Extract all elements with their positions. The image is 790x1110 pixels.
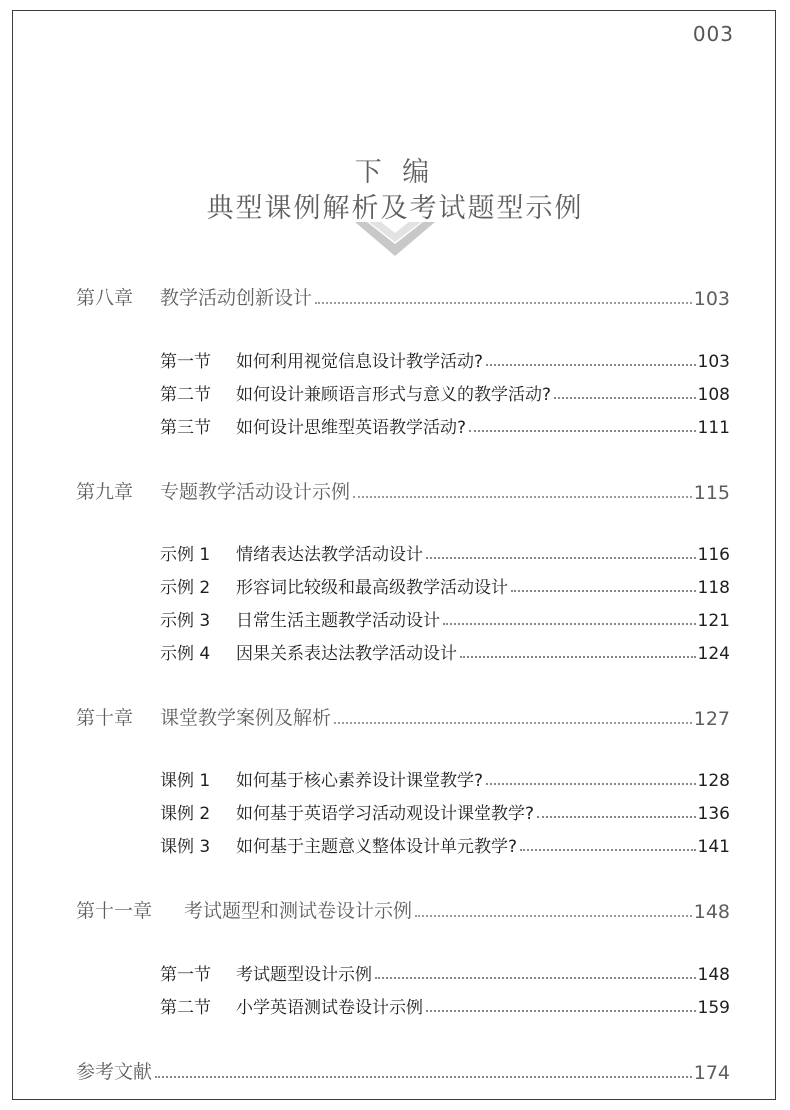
- dot-leader: [315, 301, 692, 304]
- toc-chapter-8[interactable]: [76, 283, 730, 310]
- toc-section[interactable]: [160, 606, 730, 631]
- toc-chapter-11[interactable]: [76, 896, 730, 923]
- toc-section[interactable]: [160, 766, 730, 791]
- dot-leader: [520, 848, 696, 851]
- references-page: 174: [693, 1062, 730, 1084]
- dot-leader: [443, 622, 696, 625]
- section-title: 如何设计思维型英语教学活动?: [236, 418, 467, 438]
- chevron-down-icon: [355, 222, 435, 258]
- section-title: 形容词比较级和最高级教学活动设计: [236, 578, 508, 598]
- toc-section[interactable]: [160, 573, 730, 598]
- references-title: 参考文献: [76, 1061, 153, 1083]
- section-label: 课例 3: [160, 837, 211, 857]
- section-title: 情绪表达法教学活动设计: [236, 545, 423, 565]
- dot-leader: [155, 1075, 692, 1078]
- dot-leader: [415, 914, 692, 917]
- chapter-page: 148: [693, 901, 730, 923]
- part-title: 下 编: [354, 157, 436, 188]
- section-page: 118: [697, 578, 730, 598]
- chapter-title: 考试题型和测试卷设计示例: [184, 900, 413, 922]
- section-page: 121: [697, 611, 730, 631]
- section-page: 148: [697, 965, 730, 985]
- section-label: 第二节: [160, 385, 211, 405]
- section-title: 如何基于主题意义整体设计单元教学?: [236, 837, 518, 857]
- dot-leader: [353, 495, 692, 498]
- section-label: 第三节: [160, 418, 211, 438]
- dot-leader: [460, 655, 696, 658]
- toc-section[interactable]: [160, 832, 730, 857]
- chapter-page: 103: [693, 288, 730, 310]
- dot-leader: [537, 815, 696, 818]
- section-title: 如何利用视觉信息设计教学活动?: [236, 352, 484, 372]
- section-label: 课例 2: [160, 804, 211, 824]
- page-number: 003: [692, 22, 734, 46]
- chapter-page: 127: [693, 708, 730, 730]
- toc-references[interactable]: [76, 1057, 730, 1084]
- chapter-title: 课堂教学案例及解析: [160, 707, 332, 729]
- section-title: 如何设计兼顾语言形式与意义的教学活动?: [236, 385, 552, 405]
- section-title: 如何基于英语学习活动观设计课堂教学?: [236, 804, 535, 824]
- section-page: 103: [697, 352, 730, 372]
- section-page: 111: [697, 418, 730, 438]
- chapter-title: 教学活动创新设计: [160, 287, 313, 309]
- section-label: 第一节: [160, 352, 211, 372]
- section-label: 第二节: [160, 998, 211, 1018]
- chapter-label: 第八章: [76, 287, 134, 309]
- dot-leader: [486, 363, 696, 366]
- toc-section[interactable]: [160, 380, 730, 405]
- section-title: 日常生活主题教学活动设计: [236, 611, 440, 631]
- dot-leader: [426, 556, 696, 559]
- dot-leader: [511, 589, 696, 592]
- section-title: 考试题型设计示例: [236, 965, 372, 985]
- toc-section[interactable]: [160, 799, 730, 824]
- section-page: 108: [697, 385, 730, 405]
- dot-leader: [375, 976, 696, 979]
- chapter-label: 第十一章: [76, 900, 153, 922]
- dot-leader: [426, 1009, 696, 1012]
- chapter-page: 115: [693, 482, 730, 504]
- section-page: 141: [697, 837, 730, 857]
- toc-chapter-10[interactable]: [76, 703, 730, 730]
- section-title: 如何基于核心素养设计课堂教学?: [236, 771, 484, 791]
- chapter-label: 第十章: [76, 707, 134, 729]
- section-page: 128: [697, 771, 730, 791]
- chapter-label: 第九章: [76, 481, 134, 503]
- dot-leader: [554, 396, 696, 399]
- section-label: 示例 1: [160, 545, 211, 565]
- dot-leader: [486, 782, 696, 785]
- toc-section[interactable]: [160, 993, 730, 1018]
- section-label: 示例 4: [160, 644, 211, 664]
- toc-section[interactable]: [160, 347, 730, 372]
- chapter-title: 专题教学活动设计示例: [160, 481, 351, 503]
- toc-section[interactable]: [160, 413, 730, 438]
- section-title: 小学英语测试卷设计示例: [236, 998, 423, 1018]
- section-label: 第一节: [160, 965, 211, 985]
- section-page: 124: [697, 644, 730, 664]
- toc-section[interactable]: [160, 540, 730, 565]
- section-title: 因果关系表达法教学活动设计: [236, 644, 457, 664]
- section-label: 课例 1: [160, 771, 211, 791]
- section-label: 示例 2: [160, 578, 211, 598]
- toc-chapter-9[interactable]: [76, 477, 730, 504]
- section-page: 159: [697, 998, 730, 1018]
- section-page: 136: [697, 804, 730, 824]
- section-page: 116: [697, 545, 730, 565]
- dot-leader: [334, 721, 692, 724]
- part-subtitle: 典型课例解析及考试题型示例: [206, 193, 584, 224]
- toc-section[interactable]: [160, 960, 730, 985]
- toc-section[interactable]: [160, 639, 730, 664]
- dot-leader: [469, 429, 696, 432]
- section-label: 示例 3: [160, 611, 211, 631]
